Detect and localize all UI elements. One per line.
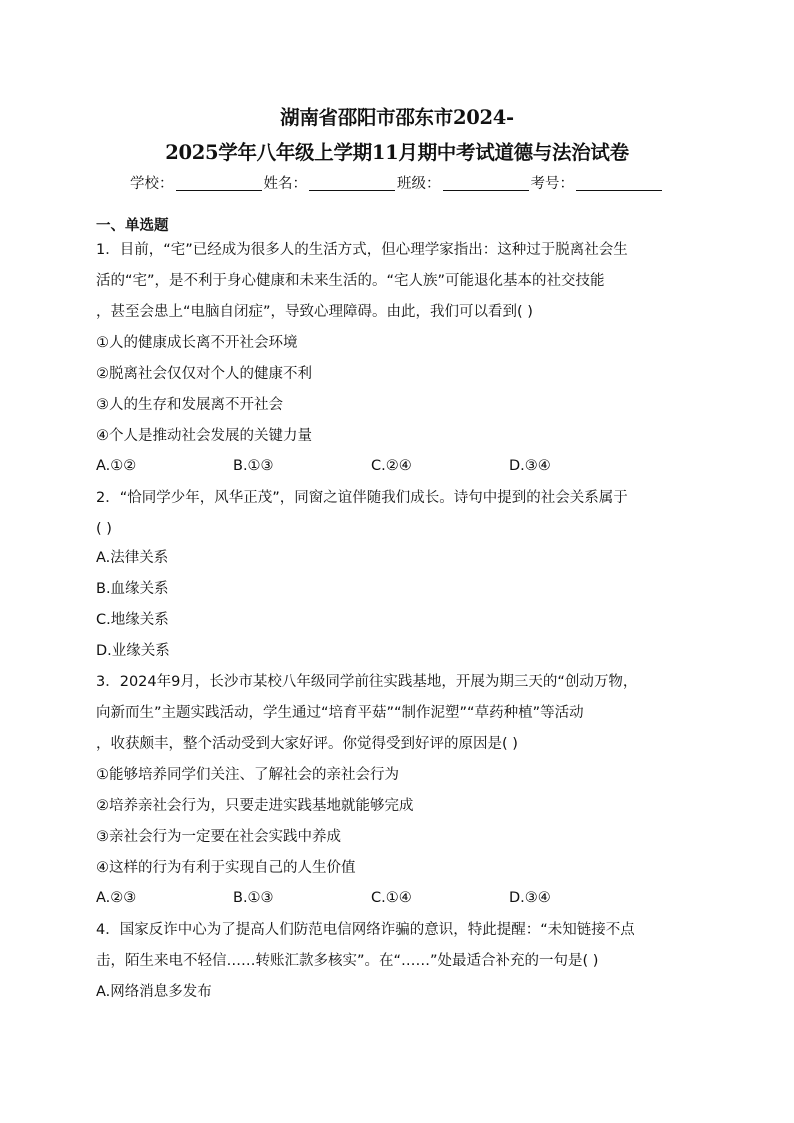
class-blank — [443, 176, 529, 191]
exam-title-line-2: 2025学年八年级上学期11月期中考试道德与法治试卷 — [165, 141, 629, 164]
q4-stem-line: 击，陌生来电不轻信……转账汇款多核实”。在“……”处最适合补充的一句是( ) — [96, 953, 599, 969]
q3-stem-line: 向新而生”主题实践活动，学生通过“培育平菇”“制作泥塑”“草药种植”等活动 — [96, 705, 584, 721]
q3-option-c: C.①④ — [371, 890, 412, 906]
q1-option-a: A.①② — [96, 458, 137, 474]
q1-stem-line: ，甚至会患上“电脑自闭症”，导致心理障碍。由此，我们可以看到( ) — [96, 304, 533, 320]
q1-stem-line: 1．目前，“宅”已经成为很多人的生活方式，但心理学家指出：这种过于脱离社会生 — [96, 242, 628, 258]
q3-statement: ③亲社会行为一定要在社会实践中养成 — [96, 829, 341, 845]
q1-statement: ①人的健康成长离不开社会环境 — [96, 335, 298, 351]
q1-statement: ④个人是推动社会发展的关键力量 — [96, 428, 312, 444]
q4-option-a: A.网络消息多发布 — [96, 984, 212, 1000]
q3-option-a: A.②③ — [96, 890, 137, 906]
q3-stem-line: ，收获颇丰，整个活动受到大家好评。你觉得受到好评的原因是( ) — [96, 736, 518, 752]
q1-statement: ②脱离社会仅仅对个人的健康不利 — [96, 366, 312, 382]
exam-number-blank — [576, 176, 662, 191]
exam-title-line-1: 湖南省邵阳市邵东市2024- — [280, 106, 514, 129]
q3-statement: ④这样的行为有利于实现自己的人生价值 — [96, 860, 356, 876]
q1-stem-line: 活的“宅”，是不利于身心健康和未来生活的。“宅人族”可能退化基本的社交技能 — [96, 273, 605, 289]
class-label: 班级： — [397, 176, 441, 192]
q3-stem-line: 3．2024年9月，长沙市某校八年级同学前往实践基地，开展为期三天的“创动万物， — [96, 674, 638, 690]
name-blank — [309, 176, 395, 191]
q3-option-b: B.①③ — [233, 890, 274, 906]
q2-option-b: B.血缘关系 — [96, 581, 169, 597]
q2-stem-line: 2．“恰同学少年，风华正茂”，同窗之谊伴随我们成长。诗句中提到的社会关系属于 — [96, 490, 628, 506]
exam-number-label: 考号： — [530, 176, 574, 192]
q2-stem-line: ( ) — [96, 521, 112, 537]
q1-statement: ③人的生存和发展离不开社会 — [96, 397, 283, 413]
q3-statement: ②培养亲社会行为，只要走进实践基地就能够完成 — [96, 798, 414, 814]
q3-option-d: D.③④ — [509, 890, 551, 906]
q1-option-c: C.②④ — [371, 458, 412, 474]
q1-option-d: D.③④ — [509, 458, 551, 474]
q1-option-b: B.①③ — [233, 458, 274, 474]
q4-stem-line: 4．国家反诈中心为了提高人们防范电信网络诈骗的意识，特此提醒：“未知链接不点 — [96, 922, 635, 938]
q2-option-d: D.业缘关系 — [96, 643, 170, 659]
student-info-row — [0, 172, 794, 193]
q3-statement: ①能够培养同学们关注、了解社会的亲社会行为 — [96, 767, 399, 783]
school-label: 学校： — [130, 176, 174, 192]
name-label: 姓名： — [263, 176, 307, 192]
q2-option-a: A.法律关系 — [96, 550, 169, 566]
section-title: 一、单选题 — [96, 218, 169, 234]
q2-option-c: C.地缘关系 — [96, 612, 169, 628]
school-blank — [176, 176, 262, 191]
